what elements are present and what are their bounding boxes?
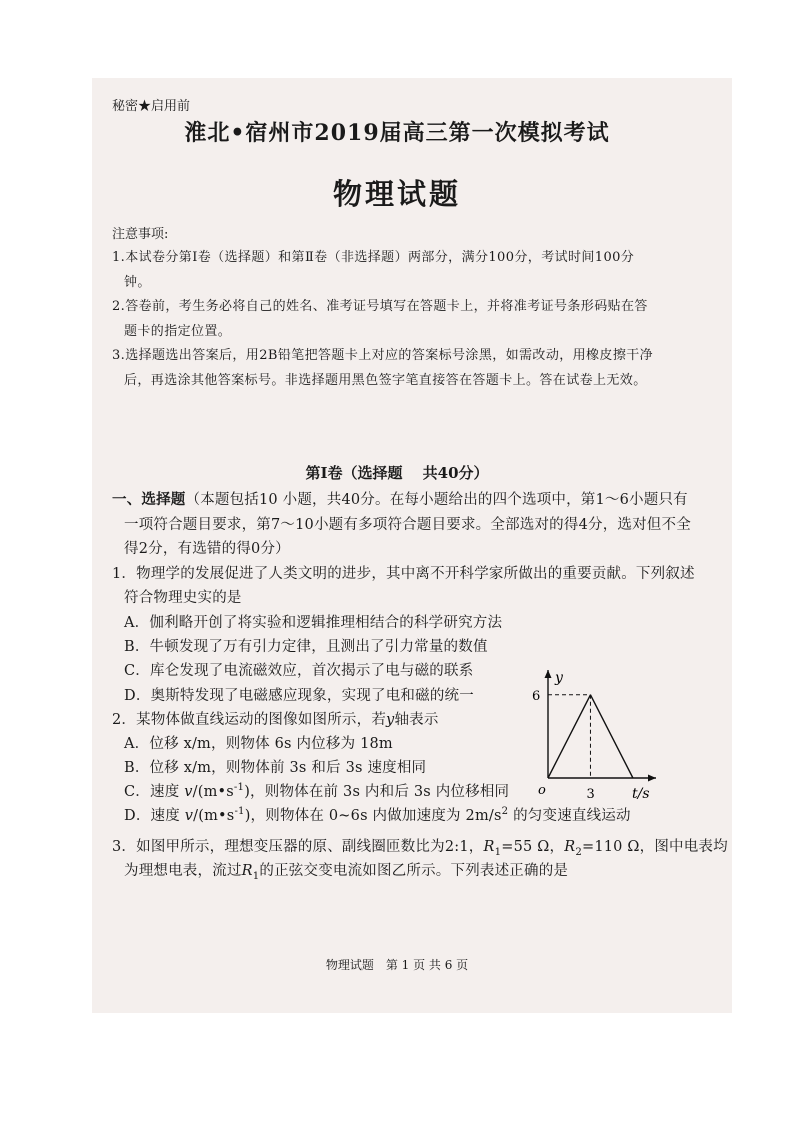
section-intro-line-2: 一项符合题目要求，第7～10小题有多项符合题目要求。全部选对的得4分，选对但不全	[124, 517, 691, 533]
q2-stem-var: y	[386, 712, 395, 728]
q3-l2-r: R	[241, 863, 253, 879]
q2-c-sup: -1	[233, 782, 245, 794]
q1-stem-line-1: 1．物理学的发展促进了人类文明的进步，其中离不开科学家所做出的重要贡献。下列叙述	[112, 566, 695, 582]
q2-graph	[524, 660, 664, 820]
q2-option-c	[124, 780, 509, 801]
y-axis-label: y	[555, 670, 563, 686]
series-segment	[548, 695, 590, 778]
q3-l2-b: 的正弦交变电流如图乙所示。下列表述正确的是	[259, 863, 569, 879]
q1-option-d: D．奥斯特发现了电磁感应现象，实现了电和磁的统一	[124, 688, 474, 704]
q2-d-post: )，则物体在 0~6s 内做加速度为 2m/s	[244, 808, 502, 824]
series-segment	[590, 695, 632, 778]
q2-c-var: v	[184, 784, 193, 800]
section-intro-line-3: 得2分，有选错的得0分）	[124, 541, 290, 557]
section-intro-label: 一、选择题	[112, 491, 186, 508]
q3-l2-a: 为理想电表，流过	[124, 863, 242, 879]
q2-stem	[112, 708, 439, 729]
q2-c-pre: C．速度	[124, 784, 185, 800]
q3-stem-line-2	[124, 859, 568, 882]
q2-d-var: v	[184, 808, 194, 824]
y-axis-arrow	[545, 670, 552, 678]
q2-d-end: 的匀变速直线运动	[508, 808, 631, 824]
page-footer: 物理试题 第 1 页 共 6 页	[325, 958, 469, 972]
y-tick-label: 6	[532, 688, 541, 704]
q3-r1-sub: 1	[494, 846, 502, 858]
exam-title: 淮北•宿州市2019届高三第一次模拟考试	[184, 120, 610, 146]
note-3-line-1: 3.选择题选出答案后，用2B铅笔把答题卡上对应的答案标号涂黑，如需改动，用橡皮擦干净	[112, 348, 654, 363]
note-2-line-2: 题卡的指定位置。	[124, 324, 232, 339]
note-1-line-1: 1.本试卷分第Ⅰ卷（选择题）和第Ⅱ卷（非选择题）两部分，满分100分，考试时间100分	[112, 250, 635, 265]
q3-r2-sub: 2	[575, 846, 582, 858]
q1-option-c: C．库仑发现了电流磁效应，首次揭示了电与磁的联系	[124, 663, 474, 679]
q2-d-unit: /(m•s	[193, 808, 235, 824]
origin-label: o	[538, 783, 546, 798]
q3-l1-b: =55 Ω，	[501, 839, 565, 855]
q3-r2: R	[564, 839, 576, 855]
q1-option-a: A．伽利略开创了将实验和逻辑推理相结合的科学研究方法	[124, 615, 503, 631]
note-1-line-2: 钟。	[124, 275, 151, 290]
q3-l1-c: =110 Ω，图中电表均	[581, 839, 728, 855]
q2-c-unit: /(m•s	[192, 784, 234, 800]
q2-stem-text-end: 轴表示	[394, 712, 439, 728]
notes-heading: 注意事项:	[112, 227, 169, 242]
q2-c-post: )，则物体在前 3s 内和后 3s 内位移相同	[244, 784, 510, 800]
section-heading: 第Ⅰ卷（选择题 共40分）	[305, 464, 489, 482]
q2-d-sup2: 2	[501, 806, 509, 818]
q1-option-b: B．牛顿发现了万有引力定律，且测出了引力常量的数值	[124, 639, 488, 655]
q3-l2-r-sub: 1	[252, 870, 260, 882]
subject-title: 物理试题	[332, 177, 461, 211]
x-axis-arrow	[648, 775, 656, 782]
q2-d-pre: D．速度	[124, 808, 185, 824]
section-intro-text: （本题包括10 小题，共40分。在每小题给出的四个选项中，第1～6小题只有	[185, 492, 688, 508]
q2-stem-text: 2．某物体做直线运动的图像如图所示，若	[112, 712, 387, 728]
q3-l1-a: 3．如图甲所示，理想变压器的原、副线圈匝数比为2:1，	[112, 839, 484, 855]
q1-stem-line-2: 符合物理史实的是	[124, 590, 242, 606]
q3-r1: R	[483, 839, 495, 855]
secret-label: 秘密★启用前	[112, 99, 191, 114]
q3-stem-line-1	[112, 835, 728, 858]
x-tick-label: 3	[586, 787, 595, 802]
section-intro-line-1	[112, 488, 688, 509]
x-axis-label: t/s	[632, 786, 650, 802]
note-2-line-1: 2.答卷前，考生务必将自己的姓名、准考证号填写在答题卡上，并将准考证号条形码贴在答	[112, 299, 648, 314]
note-3-line-2: 后，再选涂其他答案标号。非选择题用黑色签字笔直接答在答题卡上。答在试卷上无效。	[124, 373, 647, 388]
q2-option-b: B．位移 x/m，则物体前 3s 和后 3s 速度相同	[124, 760, 427, 776]
q2-option-a: A．位移 x/m，则物体 6s 内位移为 18m	[124, 736, 393, 752]
q2-d-sup: -1	[234, 806, 245, 818]
